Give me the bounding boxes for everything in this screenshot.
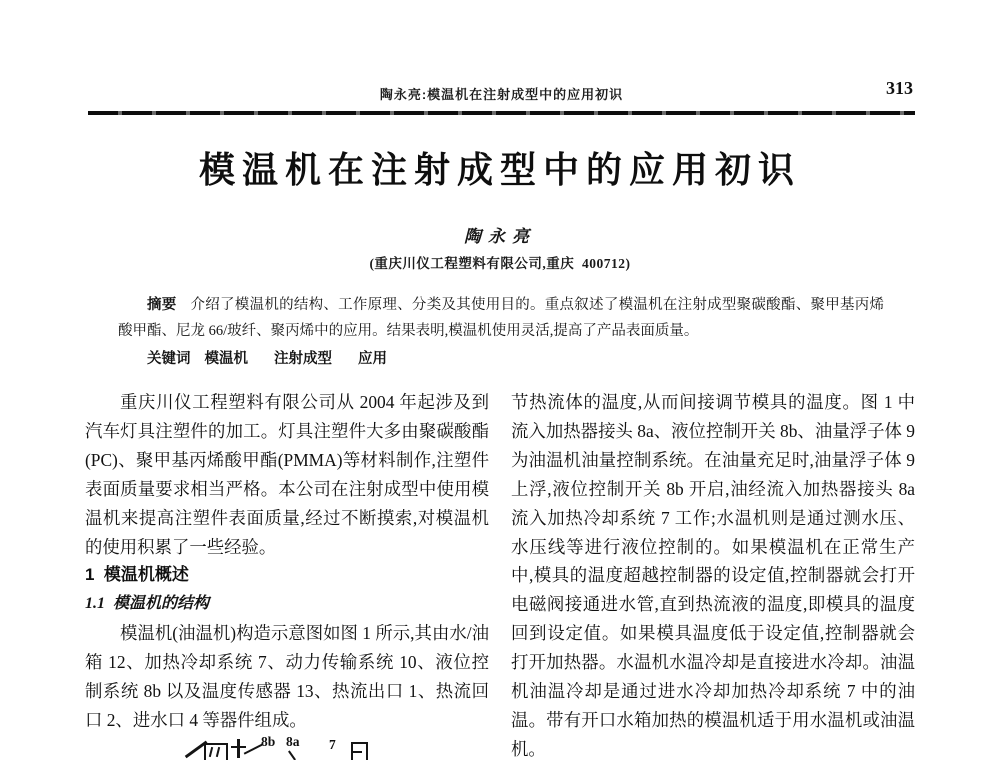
- article-title: 模温机在注射成型中的应用初识: [198, 149, 801, 190]
- figure-component-symbol: [351, 742, 368, 760]
- running-header-title: 陶永亮:模温机在注射成型中的应用初识: [379, 87, 624, 102]
- figure-line: [237, 739, 240, 758]
- figure-leader-line: [288, 750, 296, 760]
- figure-label-7: 7: [329, 736, 336, 752]
- figure-pump-symbol: [204, 743, 228, 760]
- figure-line: [216, 747, 220, 757]
- article-author: 陶永亮: [464, 227, 536, 246]
- intro-paragraph: 重庆川仪工程塑料有限公司从 2004 年起涉及到汽车灯具注塑件的加工。灯具注塑件大多由聚碳酸酯(PC)、聚甲基丙烯酸甲酯(PMMA)等材料制作,注塑件表面质量要求相当严格。本公司在注射成型中使用模温机来提高注塑件表面质量,经过不断摸索,对模温机的使用积累了一些经验。: [85, 392, 489, 557]
- body-columns: [85, 388, 915, 760]
- abstract-block: [118, 292, 884, 372]
- figure-line: [209, 747, 213, 757]
- keyword-item: 应用: [358, 351, 387, 367]
- keywords-label: 关键词: [147, 351, 191, 367]
- abstract-paragraph: [118, 292, 884, 344]
- right-column-paragraph: 节热流体的温度,从而间接调节模具的温度。图 1 中流入加热器接头 8a、液位控制开关 8b、油量浮子体 9 为油温机油量控制系统。在油量充足时,油量浮子体 9 上浮,液位控制开关 8b 开启,油经流入加热器接头 8a 流入加热冷却系统 7 工作;水温机则是通过测水压、水压线等进行液位控制的。如果模温机在正常生产中,模具的温度超越控制器的设定值,控制器就会打开电磁阀接通进水管,直到热流液的温度,即模具的温度回到设定值。如果模具温度低于设定值,控制器就会打开加热器。水温机水温冷却是直接进水冷却。油温机油温冷却是通过进水冷却加热冷却系统 7 中的油温。带有开口水箱加热的模温机适于用水温机或油温机。: [511, 392, 915, 759]
- page-number: 313: [886, 78, 913, 98]
- header-rule: [88, 111, 915, 115]
- keyword-item: 模温机: [204, 351, 248, 367]
- figure-label-8b: 8b: [261, 733, 276, 749]
- keyword-item: 注射成型: [274, 351, 332, 367]
- figure-line: [353, 751, 362, 753]
- figure-line: [231, 746, 246, 749]
- section-heading-1: 1 模温机概述: [85, 565, 189, 585]
- section-heading-1-1: 1.1 模温机的结构: [85, 595, 210, 613]
- abstract-label: 摘要: [147, 297, 177, 313]
- figure-label-8a: 8a: [286, 733, 300, 749]
- left-column: [85, 388, 489, 760]
- figure1-fragment: [85, 735, 489, 759]
- right-column: [511, 388, 915, 760]
- abstract-text: 介绍了模温机的结构、工作原理、分类及其使用目的。重点叙述了模温机在注射成型聚碳酸酯、聚甲基丙烯酸甲酯、尼龙 66/玻纤、聚丙烯中的应用。结果表明,模温机使用灵活,提高了产品表面质量。: [118, 297, 885, 339]
- structure-paragraph: 模温机(油温机)构造示意图如图 1 所示,其由水/油箱 12、加热冷却系统 7、动力传输系统 10、液位控制系统 8b 以及温度传感器 13、热流出口 1、热流回口 2、进水口 4 等器件组成。: [85, 623, 489, 730]
- running-header: [88, 80, 915, 106]
- article-affiliation: (重庆川仪工程塑料有限公司,重庆 400712): [369, 256, 631, 271]
- keywords-line: [118, 346, 884, 372]
